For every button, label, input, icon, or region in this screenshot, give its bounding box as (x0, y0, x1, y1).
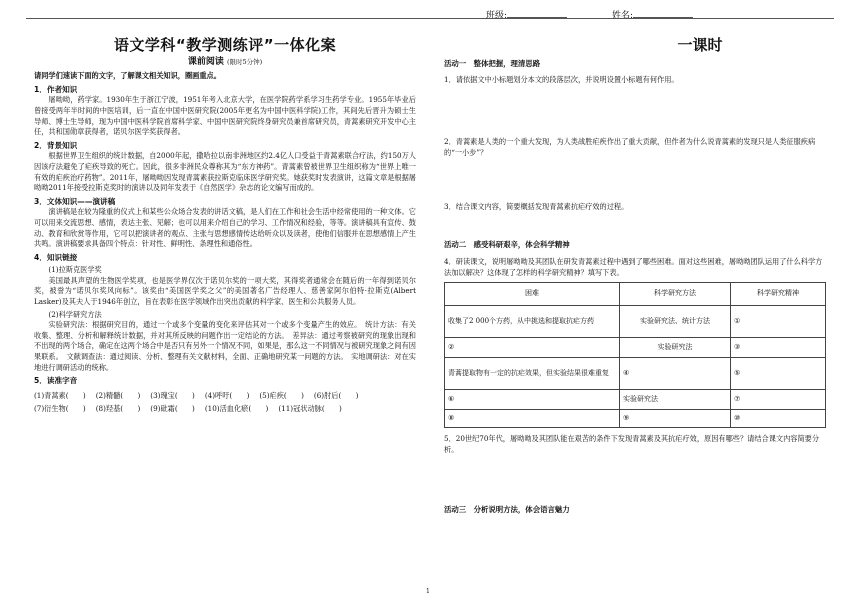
table-cell: 实验研究法、统计方法 (620, 305, 731, 337)
page-number: 1 (426, 588, 430, 595)
table-cell[interactable]: ⑩ (731, 409, 826, 427)
question-4: 4．研读课文，说明屠呦呦及其团队在研发青蒿素过程中遇到了哪些困难。面对这些困难，屠呦呦团队运用了什么科学方法加以解决？这体现了怎样的科学研究精神？填写下表。 (444, 256, 823, 277)
question-5: 5．20世纪70年代，屠呦呦及其团队能在艰苦的条件下发现青蒿素及其抗疟疗效，原因有哪些？请结合课文内容简要分析。 (444, 433, 820, 454)
pinyin-item[interactable]: (2)精髓( ) (95, 390, 141, 400)
section-genre-text: 演讲稿是在较为隆重的仪式上和某些公众场合发表的讲话文稿，是人们在工作和社会生活中经常使用的一种文体。它可以用来交流思想、感情，表达主张、见解；也可以用来介绍自己的学习、工作情况和经验，等等。演讲稿具有宣传、鼓动、教育和欣赏等作用，它可以把演讲者的观点、主张与思想感情传达给听众以及读者，使他们信服并在思想感情上产生共鸣。演讲稿要求具备四个特点：针对性、鲜明性、条理性和通俗性。 (34, 207, 416, 249)
activity-two-title: 活动二 感受科研艰辛，体会科学精神 (444, 240, 570, 250)
question-3: 3．结合课文内容，简要概括发现青蒿素抗疟疗效的过程。 (444, 202, 629, 212)
table-cell[interactable]: ④ (620, 357, 731, 389)
section-background-title: 2．背景知识 (34, 140, 78, 150)
table-cell: 收集了2 000个方药，从中挑选和提取抗疟方药 (445, 305, 620, 337)
pinyin-item[interactable]: (10)活血化瘀( ) (204, 403, 269, 413)
table-row (445, 409, 826, 427)
pinyin-list (34, 389, 416, 415)
section-author-title: 1．作者知识 (34, 84, 78, 94)
section-genre-title: 3．文体知识——演讲稿 (34, 196, 116, 206)
pinyin-item[interactable]: (4)呼吁( ) (204, 390, 250, 400)
page-title: 语文学科“教学测练评”一体化案 (113, 36, 337, 54)
pinyin-item[interactable]: (1)青蒿素( ) (34, 390, 86, 400)
table-cell[interactable]: ① (731, 305, 826, 337)
answer-space-1[interactable] (444, 85, 826, 131)
table-header: 科学研究精神 (731, 282, 826, 305)
pinyin-item[interactable]: (5)疟疾( ) (259, 390, 304, 400)
question-1: 1．请依据文中小标题划分本文的段落层次，并说明设置小标题有何作用。 (444, 75, 679, 85)
pinyin-item[interactable]: (7)衍生物( ) (34, 403, 86, 413)
table-header: 科学研究方法 (620, 282, 731, 305)
section-links-title: 4．知识链接 (34, 252, 78, 262)
header-rule (26, 18, 834, 19)
section-author-text: 屠呦呦，药学家。1930年生于浙江宁波，1951年考入北京大学，在医学院药学系学习生药学专业。1955年毕业后曾接受两年半时间的中医培训，后一直在中国中医研究院(2005年更名为中国中医科学院)工作，其间先后晋升为硕士生导师、博士生导师，现为中国中医科学院首席科学家、中国中医研究院终身研究员兼首席研究员，青蒿素研究开发中心主任，共和国勋章获得者，诺贝尔医学奖获得者。 (34, 95, 416, 137)
table-header: 困难 (445, 282, 620, 305)
table-cell[interactable]: ⑥ (445, 389, 620, 409)
activity-one-title: 活动一 整体把握，理清思路 (444, 58, 541, 68)
section-background-text: 根据世界卫生组织的统计数据，自2000年起，撒哈拉以南非洲地区约2.4亿人口受益于青蒿素联合疗法，约150万人因该疗法避免了疟疾导致的死亡。因此，很多非洲民众尊称其为“东方神药”。青蒿素曾被世界卫生组织称为“世界上唯一有效的疟疾治疗药物”。2011年，屠呦呦因发现青蒿素获拉斯克临床医学研究奖。她获奖时发表演讲，这篇文章是根据屠呦呦2011年接受拉斯克奖时的演讲以及同年发表于《自然医学》杂志的论文编写而成的。 (34, 151, 416, 193)
instruction: 请同学们速读下面的文字，了解课文相关知识，圈画重点。 (34, 71, 221, 81)
answer-space-2[interactable] (444, 158, 826, 196)
table-row (445, 305, 826, 337)
table-cell[interactable]: ② (445, 337, 620, 357)
table-cell[interactable]: ⑨ (620, 409, 731, 427)
table-cell[interactable]: ⑦ (731, 389, 826, 409)
table-cell: 实验研究法 (620, 337, 731, 357)
answer-space-5[interactable] (444, 455, 826, 503)
table-row (445, 389, 826, 409)
class-label: 班级: (486, 8, 567, 21)
table-header-row (445, 282, 826, 305)
table-cell[interactable]: ⑤ (731, 357, 826, 389)
right-column (444, 32, 826, 515)
pinyin-item[interactable]: (9)砒霜( ) (150, 403, 195, 413)
research-table (444, 282, 826, 428)
table-cell[interactable]: ⑧ (445, 409, 620, 427)
lesson-title: 一课时 (677, 36, 723, 54)
table-row (445, 357, 826, 389)
table-row (445, 337, 826, 357)
pinyin-item[interactable]: (11)冠状动脉( ) (278, 403, 342, 413)
activity-three-title: 活动三 分析说明方法，体会语言魅力 (444, 504, 570, 514)
question-2: 2．青蒿素是人类的一个重大发现，为人类战胜疟疾作出了重大贡献，但作者为什么说青蒿素的发现只是人类征服疾病的“一小步”？ (444, 137, 816, 158)
name-label: 姓名: (612, 8, 693, 21)
lasker-subtitle: (1)拉斯克医学奖 (48, 265, 102, 275)
table-cell: 青蒿提取物有一定的抗疟效果，但实验结果很难重复 (445, 357, 620, 389)
lasker-text: 美国最具声望的生物医学奖项，也是医学界仅次于诺贝尔奖的一项大奖，其得奖者通常会在随后的一年得到诺贝尔奖，被誉为“诺贝尔奖风向标”。该奖由“美国医学奖之父”的美国著名广告经理人、慈善家阿尔伯特·拉斯克(Albert Lasker)及其夫人于1946年创立，旨在表彰在医学领域作出突出贡献的科学家、医生和公共服务人员。 (34, 275, 416, 307)
pinyin-item[interactable]: (6)肘后( ) (313, 390, 359, 400)
pinyin-item[interactable]: (3)瑰宝( ) (150, 390, 195, 400)
left-column (34, 32, 416, 415)
answer-space-3[interactable] (444, 212, 826, 238)
methods-subtitle: (2)科学研究方法 (48, 309, 102, 319)
pinyin-item[interactable]: (8)羟基( ) (95, 403, 141, 413)
table-cell: 实验研究法 (620, 389, 731, 409)
section-pinyin-title: 5．读准字音 (34, 376, 78, 386)
table-cell[interactable]: ③ (731, 337, 826, 357)
reading-title: 课前阅读 (限时5分钟) (187, 56, 263, 67)
methods-text: 实验研究法：根据研究目的，通过一个或多个变量的变化来评估其对一个或多个变量产生的效应。 统计方法：有关收集、整理、分析和解释统计数据，并对其所反映的问题作出一定结论的方法。 差异法：通过考察被研究的现象出现和不出现的两个场合，确定在这两个场合中是否只有另外一个情况不同，如果是，那么这一不同情况与被研究现象之间有因果联系。 文献调查法：通过阅读、分析、整理有关文献材料，全面、正确地研究某一问题的方法。 实地调研法：对在实地进行调研活动的统称。 (34, 320, 416, 372)
